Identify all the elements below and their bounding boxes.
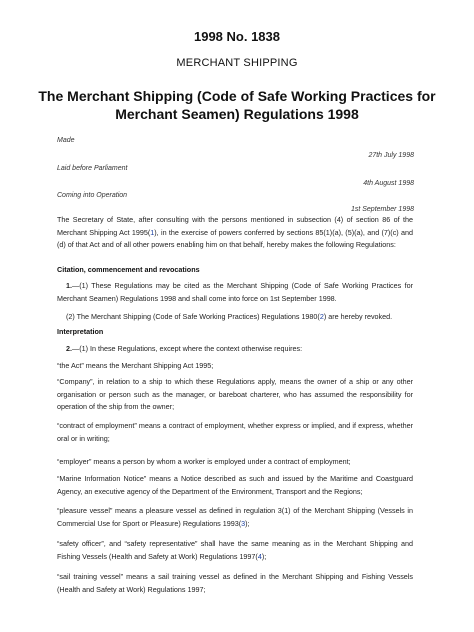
regulation-1-2-text: (2) The Merchant Shipping (Code of Safe Working Practices) Regulations 1980( xyxy=(66,312,320,321)
si-number: 1998 No. 1838 xyxy=(193,29,280,44)
definition-pleasure-vessel xyxy=(57,505,413,530)
regulation-1-2-text-cont: ) are hereby revoked. xyxy=(323,312,393,321)
interpretation-heading: Interpretation xyxy=(57,327,104,336)
definition-safety-officer xyxy=(57,538,413,563)
regulation-1-text: —(1) These Regulations may be cited as the Merchant Shipping (Code of Safe Working Practices for Merchant Seamen) Regulations 1998 and shall come into force on 1st September 1998. xyxy=(57,281,413,303)
definition-employer: “employer” means a person by whom a worker is employed under a contract of employment; xyxy=(57,457,351,466)
definition-safety-text: “safety officer”, and “safety representative” shall have the same meaning as in the Merchant Shipping and Fishing Vessels (Health and Safety at Work) Regulations 1997( xyxy=(57,539,413,561)
definition-company: “Company”, in relation to a ship to which these Regulations apply, means the owner of a ship or any other organisation or person such as the manager, or bareboat charterer, who has assumed the responsibility for operation of the ship from the owner; xyxy=(57,377,413,411)
made-label: Made xyxy=(57,137,75,144)
document-title xyxy=(0,87,474,123)
series-heading: MERCHANT SHIPPING xyxy=(176,57,298,69)
footnote-link-3[interactable]: 3 xyxy=(241,518,246,528)
laid-date: 4th August 1998 xyxy=(363,180,414,187)
preamble-text-cont: ), in the exercise of powers conferred by sections 85(1)(a), (5)(a), and (7)(c) and (d) of that Act and of all other powers enabling him on that behalf, hereby makes the following Regulations: xyxy=(57,227,413,249)
made-date: 27th July 1998 xyxy=(368,152,414,159)
citation-heading: Citation, commencement and revocations xyxy=(57,265,200,274)
title-line-2: Merchant Seamen) Regulations 1998 xyxy=(115,106,359,122)
preamble-text: The Secretary of State, after consulting with the persons mentioned in subsection (4) of section 86 of the Merchant Shipping Act 1995( xyxy=(57,215,413,237)
regulation-1-para-2 xyxy=(57,311,413,324)
coming-label: Coming into Operation xyxy=(57,192,128,199)
regulation-2-number: 2. xyxy=(66,344,72,353)
laid-label: Laid before Parliament xyxy=(57,165,128,172)
definition-sail-training: “sail training vessel” means a sail training vessel as defined in the Merchant Shipping and Fishing Vessels (Health and Safety at Work) Regulations 1997; xyxy=(57,572,413,594)
title-line-1: The Merchant Shipping (Code of Safe Working Practices for xyxy=(38,88,436,104)
definition-the-act: “the Act” means the Merchant Shipping Act 1995; xyxy=(57,361,214,370)
definition-min: “Marine Information Notice” means a Notice described as such and issued by the Maritime and Coastguard Agency, an executive agency of the Department of the Environment, Transport and the Regions; xyxy=(57,474,413,496)
preamble-paragraph xyxy=(57,214,413,252)
regulation-2-text: —(1) In these Regulations, except where the context otherwise requires: xyxy=(72,344,303,353)
definition-safety-end: ); xyxy=(261,551,267,561)
regulation-2-intro xyxy=(57,343,413,356)
definition-pleasure-text: “pleasure vessel” means a pleasure vessel as defined in regulation 3(1) of the Merchant Shipping (Vessels in Commercial Use for Sport or Pleasure) Regulations 1993( xyxy=(57,506,413,528)
footnote-link-4[interactable]: 4 xyxy=(257,551,262,561)
coming-date: 1st September 1998 xyxy=(350,206,414,213)
definition-contract: “contract of employment” means a contract of employment, whether express or implied, and if express, whether oral or in writing; xyxy=(57,421,413,443)
footnote-link-1[interactable]: 1 xyxy=(150,227,155,237)
regulation-1-number: 1. xyxy=(66,281,72,290)
definition-pleasure-end: ); xyxy=(245,518,250,528)
footnote-link-2[interactable]: 2 xyxy=(319,312,324,321)
regulation-1-para-1 xyxy=(57,280,413,305)
